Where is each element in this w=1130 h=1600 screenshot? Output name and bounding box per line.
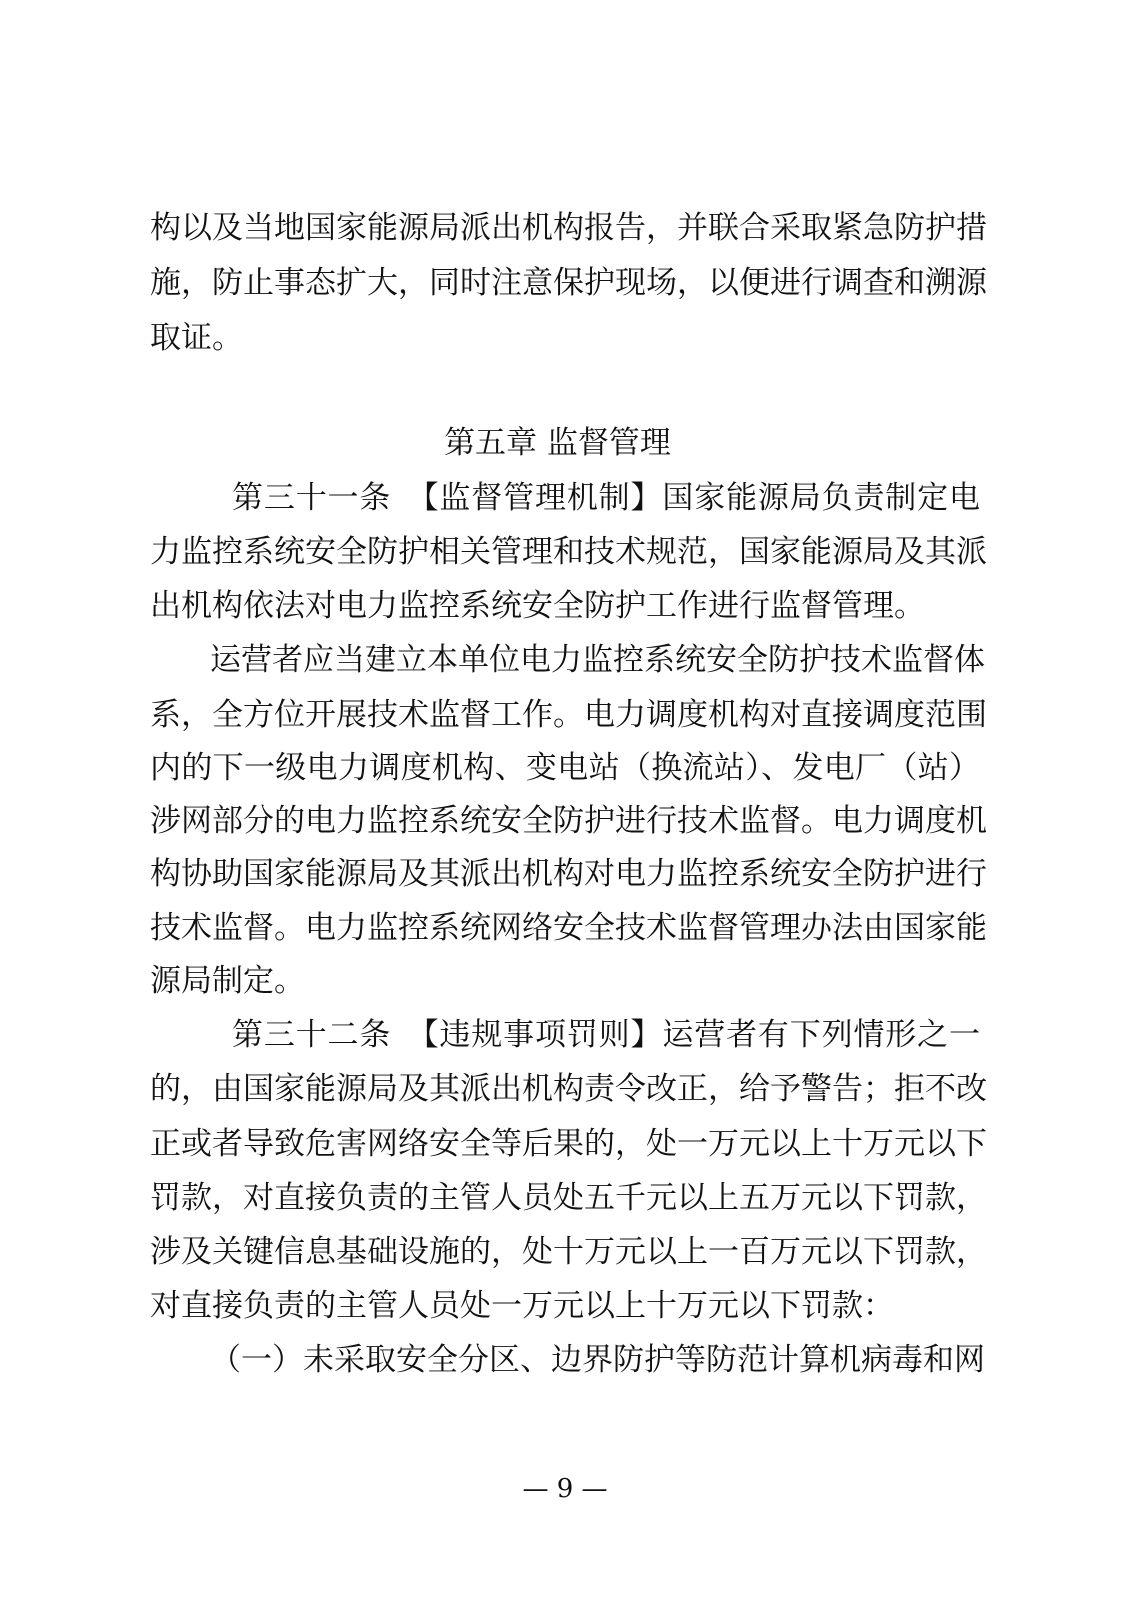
article-line: 力监控系统安全防护相关管理和技术规范，国家能源局及其派: [150, 534, 987, 570]
paragraph-line: 构协助国家能源局及其派出机构对电力监控系统安全防护进行: [150, 856, 987, 892]
paragraph-line: 涉网部分的电力监控系统安全防护进行技术监督。电力调度机: [150, 803, 987, 839]
paragraph-line: 系，全方位开展技术监督工作。电力调度机构对直接调度范围: [150, 697, 987, 733]
article-line: 第三十一条 【监督管理机制】国家能源局负责制定电: [232, 480, 980, 516]
article-line: 正或者导致危害网络安全等后果的，处一万元以上十万元以下: [150, 1126, 987, 1162]
paragraph-line: 施，防止事态扩大，同时注意保护现场，以便进行调查和溯源: [150, 265, 987, 301]
article-line: 对直接负责的主管人员处一万元以上十万元以下罚款：: [150, 1288, 894, 1324]
article-line: 出机构依法对电力监控系统安全防护工作进行监督管理。: [150, 588, 925, 624]
article-line: 的，由国家能源局及其派出机构责令改正，给予警告；拒不改: [150, 1071, 987, 1107]
chapter-heading: 第五章 监督管理: [444, 425, 671, 461]
paragraph-line: 内的下一级电力调度机构、变电站（换流站）、发电厂（站）: [150, 750, 980, 786]
paragraph-line: 运营者应当建立本单位电力监控系统安全防护技术监督体: [210, 642, 985, 678]
paragraph-line: 取证。: [150, 320, 243, 356]
paragraph-line: 技术监督。电力监控系统网络安全技术监督管理办法由国家能: [150, 910, 987, 946]
article-line: 罚款，对直接负责的主管人员处五千元以上五万元以下罚款，: [150, 1180, 987, 1216]
article-line: 第三十二条 【违规事项罚则】运营者有下列情形之一: [232, 1017, 980, 1053]
paragraph-line: 构以及当地国家能源局派出机构报告，并联合采取紧急防护措: [150, 210, 987, 246]
article-line: 涉及关键信息基础设施的，处十万元以上一百万元以下罚款，: [150, 1234, 987, 1270]
paragraph-line: 源局制定。: [150, 963, 305, 999]
page-number: — 9 —: [522, 1474, 608, 1504]
list-item-line: （一）未采取安全分区、边界防护等防范计算机病毒和网: [210, 1342, 985, 1378]
